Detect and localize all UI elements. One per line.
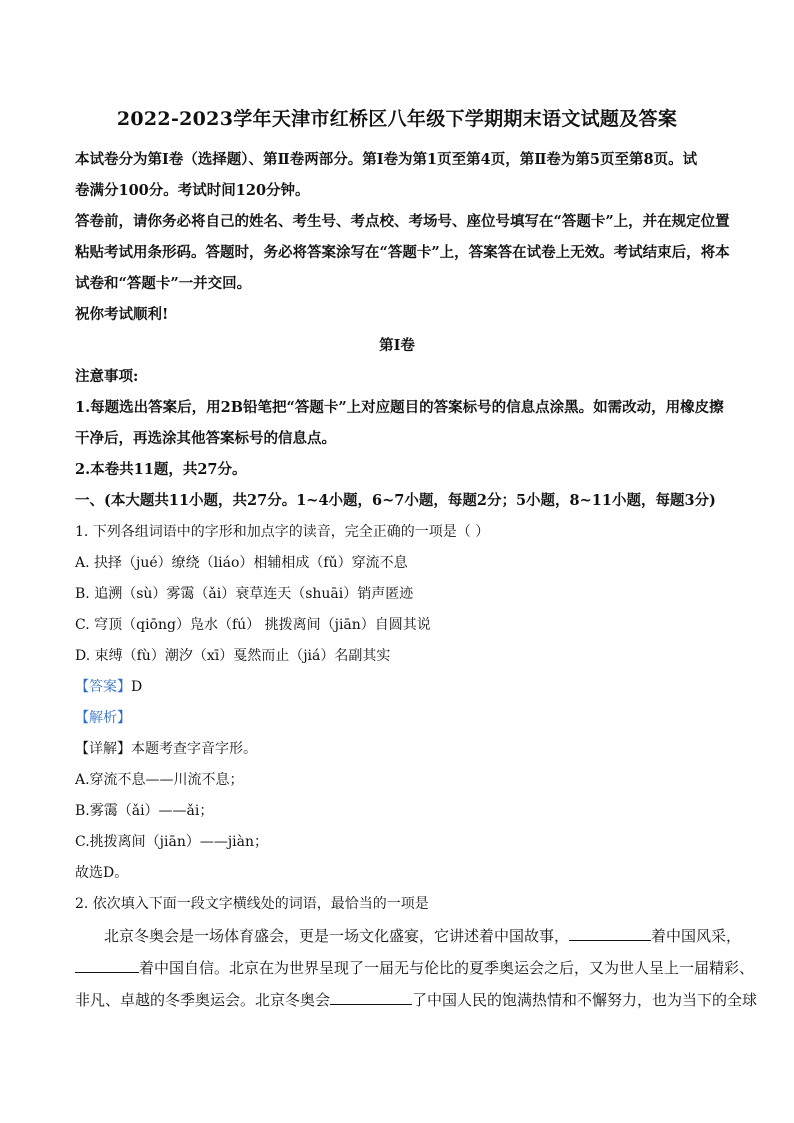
q2-stem: 2. 依次填入下面一段文字横线处的词语，最恰当的一项是 bbox=[75, 896, 429, 912]
q1-explanation-b: B.雾霭（ǎi）——ǎi； bbox=[75, 803, 214, 819]
q1-option-b: B. 追溯（sù）雾霭（ǎi）衰草连天（shuāi）销声匿迹 bbox=[75, 586, 414, 602]
q2-passage-text: 非凡、卓越的冬季奥运会。北京冬奥会 bbox=[75, 991, 331, 1009]
note-line-2: 干净后，再选涂其他答案标号的信息点。 bbox=[75, 430, 336, 447]
fill-blank-3 bbox=[330, 990, 412, 1005]
q1-answer bbox=[75, 676, 142, 696]
part-heading: 一、(本大题共11小题，共27分。1~4小题，6~7小题，每题2分；5小题，8~11小题，每题3分) bbox=[75, 492, 716, 509]
q1-option-c: C. 穹顶（qiōng）凫水（fú） 挑拨离间（jiān）自圆其说 bbox=[75, 617, 431, 633]
notes-heading: 注意事项: bbox=[75, 368, 139, 385]
section-title: 第Ⅰ卷 bbox=[379, 337, 415, 354]
fill-blank-1 bbox=[569, 926, 651, 941]
answer-label: 【答案】 bbox=[75, 679, 131, 695]
q2-passage-line-1 bbox=[104, 925, 741, 946]
intro-line-3: 答卷前，请你务必将自己的姓名、考生号、考点校、考场号、座位号填写在“答题卡”上，并在规定位置 bbox=[75, 213, 730, 230]
fill-blank-2 bbox=[75, 958, 139, 973]
q2-passage-text: 了中国人民的饱满热情和不懈努力，也为当下的全球 bbox=[412, 991, 758, 1009]
document-title: 2022-2023学年天津市红桥区八年级下学期期末语文试题及答案 bbox=[116, 108, 678, 130]
q1-option-a: A. 抉择（jué）缭绕（liáo）相辅相成（fǔ）穿流不息 bbox=[75, 555, 408, 571]
intro-line-1: 本试卷分为第Ⅰ卷（选择题）、第Ⅱ卷两部分。第Ⅰ卷为第1页至第4页，第Ⅱ卷为第5页至第8页。试 bbox=[75, 151, 698, 168]
intro-greeting: 祝你考试顺利! bbox=[75, 306, 169, 323]
q1-explanation-c: C.挑拨离间（jiān）——jiàn； bbox=[75, 834, 269, 850]
q1-option-d: D. 束缚（fù）潮汐（xī）戛然而止（jiá）名副其实 bbox=[75, 648, 391, 664]
q2-passage-line-2 bbox=[75, 957, 754, 978]
intro-line-4: 粘贴考试用条形码。答题时，务必将答案涂写在“答题卡”上，答案答在试卷上无效。考试结束后，将本 bbox=[75, 244, 730, 261]
q1-stem: 1. 下列各组词语中的字形和加点字的读音，完全正确的一项是（ ） bbox=[75, 524, 490, 540]
intro-line-2: 卷满分100分。考试时间120分钟。 bbox=[75, 182, 310, 199]
q1-conclusion: 故选D。 bbox=[75, 865, 129, 881]
q2-passage-text: 北京冬奥会是一场体育盛会，更是一场文化盛宴，它讲述着中国故事， bbox=[104, 927, 570, 945]
q2-passage-line-3 bbox=[75, 989, 757, 1010]
analysis-label: 【解析】 bbox=[75, 710, 131, 726]
q2-passage-text: 着中国风采， bbox=[651, 927, 742, 945]
note-line-1: 1.每题选出答案后，用2B铅笔把“答题卡”上对应题目的答案标号的信息点涂黑。如需改动，用橡皮擦 bbox=[75, 399, 724, 416]
q1-explanation-a: A.穿流不息——川流不息； bbox=[75, 772, 244, 788]
note-line-3: 2.本卷共11题，共27分。 bbox=[75, 461, 247, 478]
q2-passage-text: 着中国自信。北京在为世界呈现了一届无与伦比的夏季奥运会之后，又为世人呈上一届精彩、 bbox=[139, 959, 755, 977]
intro-line-5: 试卷和“答题卡”一并交回。 bbox=[75, 275, 252, 292]
q1-detail: 【详解】本题考查字音字形。 bbox=[75, 741, 257, 757]
answer-value: D bbox=[131, 679, 143, 695]
